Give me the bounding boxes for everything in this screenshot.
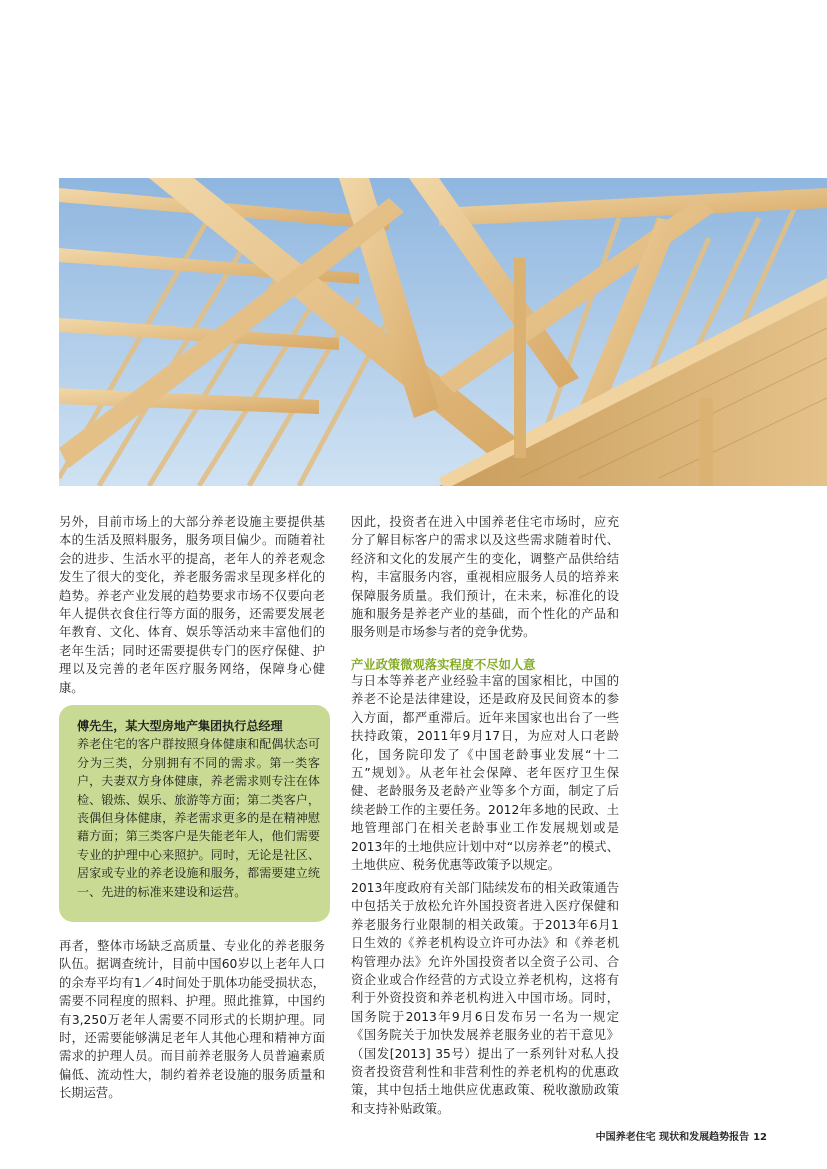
quote-callout (59, 705, 330, 922)
quote-speaker: 傅先生，某大型房地产集团执行总经理 (77, 719, 283, 733)
page-number: 12 (753, 1132, 767, 1143)
roof-truss-photo (59, 178, 827, 486)
body-paragraph: 2013年度政府有关部门陆续发布的相关政策通告中包括关于放松允许外国投资者进入医疗保健和养老服务行业限制的相关政策。于2013年6月1日生效的《养老机构设立许可办法》和《养老机构管理办法》允许外国投资者以全资子公司、合资企业或合作经营的方式设立养老机构，这将有利于外资投资和养老机构进入中国市场。同时，国务院于2013年9月6日发布另一名为一规定《国务院关于加快发展养老服务业的若干意见》（国发[2013] 35号）提出了一系列针对私人投资者投资营利性和非营利性的养老机构的优惠政策，其中包括土地供应优惠政策、税收激励政策和支持补贴政策。 (351, 881, 619, 1116)
body-paragraph: 与日本等养老产业经验丰富的国家相比，中国的养老不论是法律建设，还是政府及民间资本的参入方面，都严重滞后。近年来国家也出台了一些扶持政策，2011年9月17日，为应对人口老龄化，国务院印发了《中国老龄事业发展“十二五”规划》。从老年社会保障、老年医疗卫生保健、老龄服务及老龄产业等多个方面，制定了后续老龄工作的主要任务。2012年多地的民政、土地管理部门在相关老龄事业工作发展规划或是2013年的土地供应计划中对“以房养老”的模式、土地供应、税务优惠等政策予以规定。 (351, 674, 619, 873)
page-footer (596, 1128, 767, 1143)
quote-text: 养老住宅的客户群按照身体健康和配偶状态可分为三类，分别拥有不同的需求。第一类客户，夫妻双方身体健康，养老需求则专注在体检、锻炼、娱乐、旅游等方面；第二类客户，丧偶但身体健康，养老需求更多的是在精神慰藉方面；第三类客户是失能老年人，他们需要专业的护理中心来照护。同时，无论是社区、居家或专业的养老设施和服务，都需要建立统一、先进的标准来建设和运营。 (77, 737, 320, 899)
body-paragraph: 再者，整体市场缺乏高质量、专业化的养老服务队伍。据调查统计，目前中国60岁以上老年人口的余寿平均有1／4时间处于肌体功能受损状态，需要不同程度的照料、护理。照此推算，中国约有3,250万老年人需要不同形式的长期护理。同时，还需要能够满足老年人其他心理和精神方面需求的护理人员。而目前养老服务人员普遍素质偏低、流动性大，制约着养老设施的服务质量和长期运营。 (59, 939, 325, 1101)
body-paragraph: 因此，投资者在进入中国养老住宅市场时，应充分了解目标客户的需求以及这些需求随着时代、经济和文化的发展产生的变化，调整产品供给结构，丰富服务内容，重视相应服务人员的培养来保障服务质量。我们预计，在未来，标准化的设施和服务是养老产业的基础，而个性化的产品和服务则是市场参与者的竞争优势。 (351, 515, 619, 640)
section-heading: 产业政策微观落实程度不尽如人意 (351, 658, 536, 672)
footer-title: 中国养老住宅 现状和发展趋势报告 (595, 1132, 750, 1143)
body-paragraph: 另外，目前市场上的大部分养老设施主要提供基本的生活及照料服务，服务项目偏少。而随着社会的进步、生活水平的提高，老年人的养老观念发生了很大的变化，养老服务需求呈现多样化的趋势。养老产业发展的趋势要求市场不仅要向老年人提供衣食住行等方面的服务，还需要发展老年教育、文化、体育、娱乐等活动来丰富他们的老年生活；同时还需要提供专门的医疗保健、护理以及完善的老年医疗服务网络，保障身心健康。 (59, 515, 325, 695)
